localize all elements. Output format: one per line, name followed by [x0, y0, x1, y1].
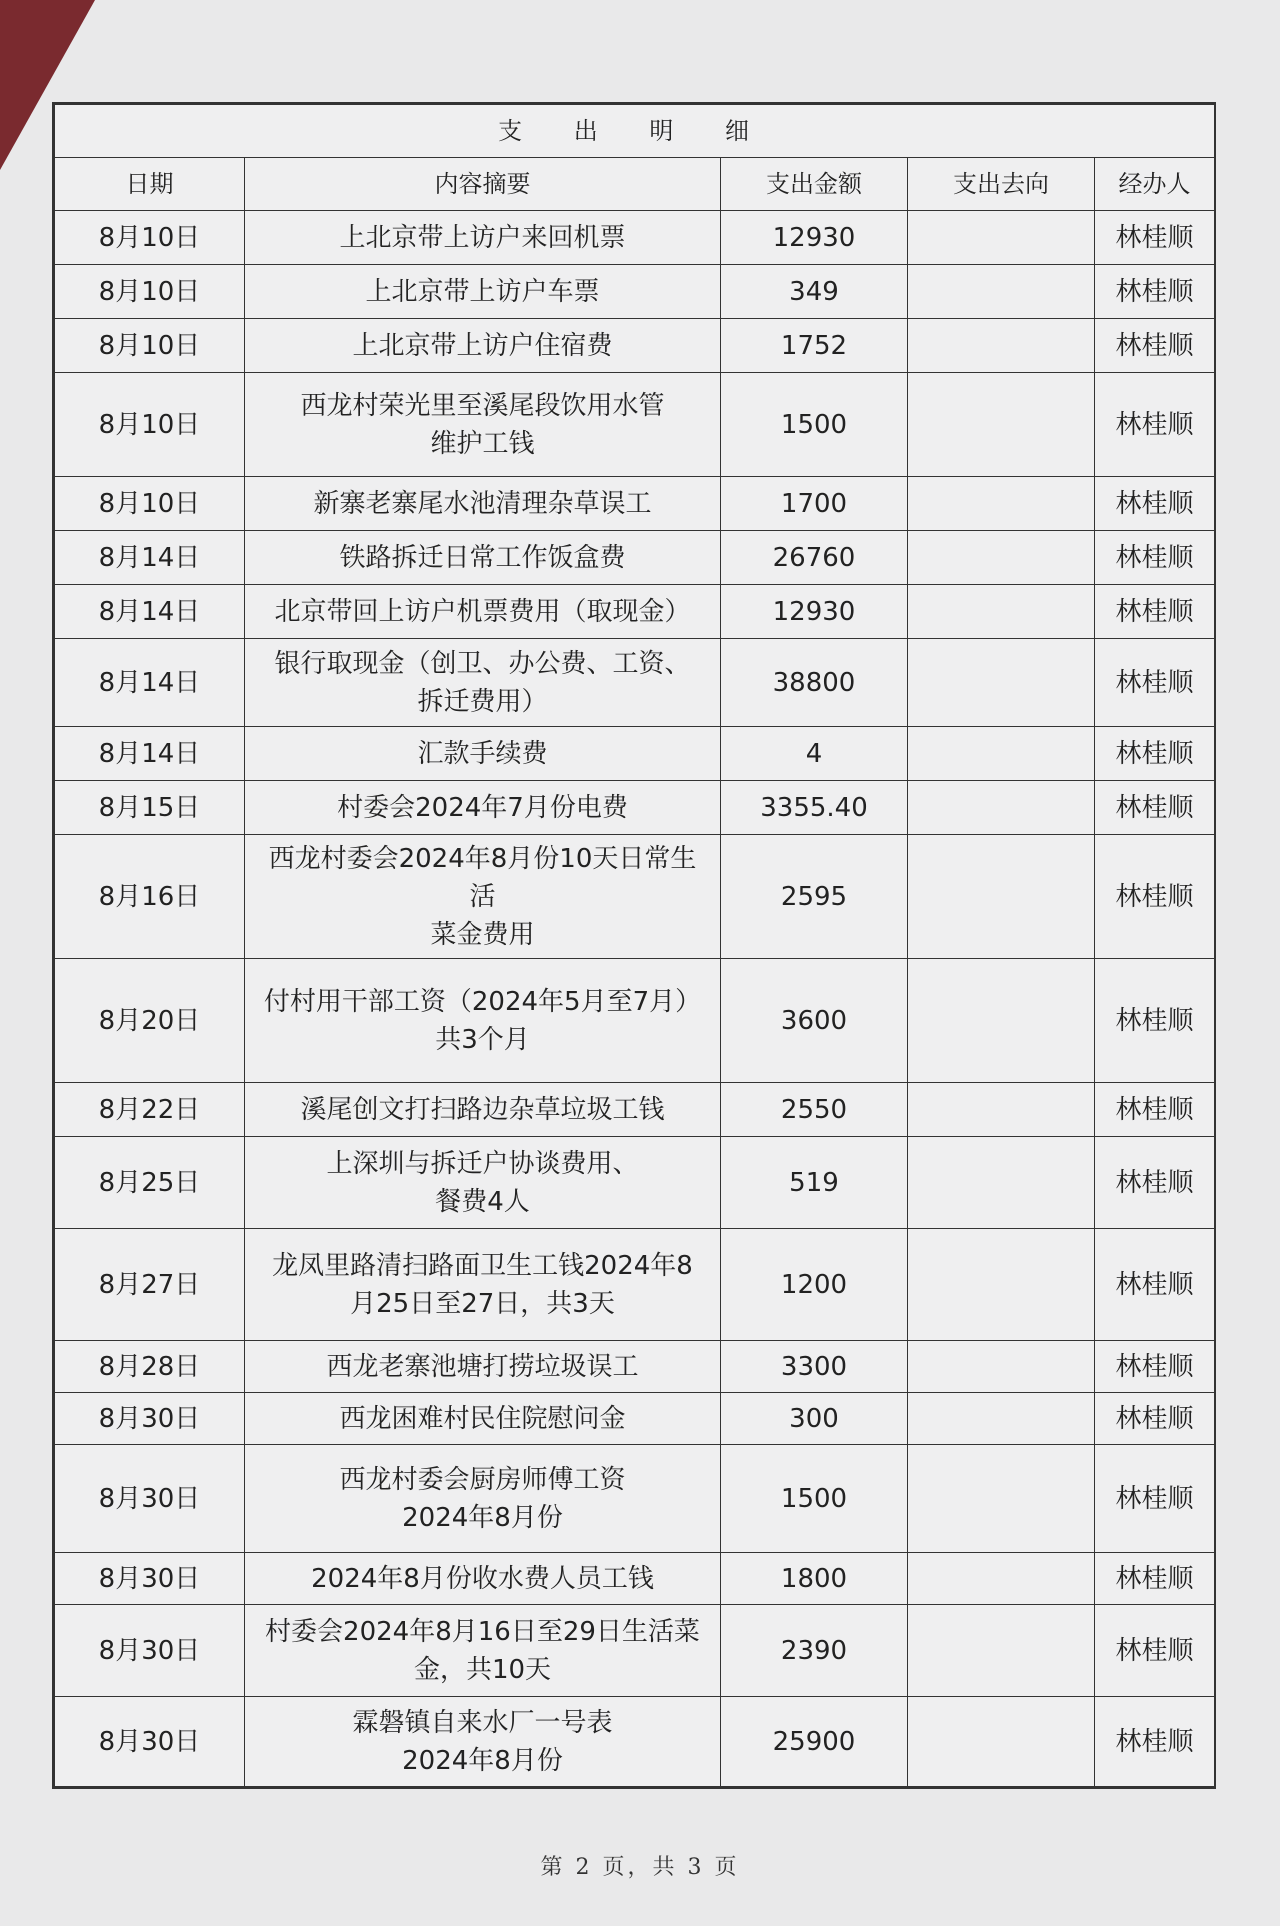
- cell-date: 8月16日: [55, 835, 245, 959]
- cell-destination: [908, 319, 1095, 373]
- cell-destination: [908, 1393, 1095, 1445]
- cell-handler: 林桂顺: [1095, 959, 1215, 1083]
- cell-date: 8月10日: [55, 373, 245, 477]
- cell-handler: 林桂顺: [1095, 585, 1215, 639]
- table-row: [55, 531, 1215, 585]
- cell-amount: 2550: [721, 1083, 908, 1137]
- cell-date: 8月14日: [55, 727, 245, 781]
- table-row: [55, 1341, 1215, 1393]
- cell-date: 8月10日: [55, 319, 245, 373]
- cell-destination: [908, 373, 1095, 477]
- header-amount: 支出金额: [721, 158, 908, 211]
- cell-amount: 300: [721, 1393, 908, 1445]
- cell-destination: [908, 477, 1095, 531]
- cell-date: 8月15日: [55, 781, 245, 835]
- cell-description: 上北京带上访户来回机票: [245, 211, 721, 265]
- cell-destination: [908, 959, 1095, 1083]
- cell-description: 北京带回上访户机票费用（取现金）: [245, 585, 721, 639]
- cell-description: 村委会2024年7月份电费: [245, 781, 721, 835]
- cell-amount: 1200: [721, 1229, 908, 1341]
- cell-amount: 519: [721, 1137, 908, 1229]
- cell-handler: 林桂顺: [1095, 265, 1215, 319]
- cell-handler: 林桂顺: [1095, 531, 1215, 585]
- table-row: [55, 1229, 1215, 1341]
- cell-description: 2024年8月份收水费人员工钱: [245, 1553, 721, 1605]
- cell-description: 西龙村委会厨房师傅工资 2024年8月份: [245, 1445, 721, 1553]
- cell-destination: [908, 265, 1095, 319]
- cell-date: 8月22日: [55, 1083, 245, 1137]
- table-row: [55, 1605, 1215, 1697]
- cell-date: 8月28日: [55, 1341, 245, 1393]
- header-date: 日期: [55, 158, 245, 211]
- cell-handler: 林桂顺: [1095, 1341, 1215, 1393]
- cell-description: 龙凤里路清扫路面卫生工钱2024年8 月25日至27日，共3天: [245, 1229, 721, 1341]
- expense-table-sheet: [52, 102, 1216, 1789]
- table-row: [55, 585, 1215, 639]
- cell-handler: 林桂顺: [1095, 373, 1215, 477]
- cell-handler: 林桂顺: [1095, 781, 1215, 835]
- cell-date: 8月14日: [55, 639, 245, 727]
- cell-date: 8月10日: [55, 211, 245, 265]
- table-row: [55, 265, 1215, 319]
- cell-amount: 26760: [721, 531, 908, 585]
- cell-destination: [908, 1229, 1095, 1341]
- cell-amount: 12930: [721, 211, 908, 265]
- cell-date: 8月25日: [55, 1137, 245, 1229]
- cell-amount: 1500: [721, 373, 908, 477]
- cell-amount: 2595: [721, 835, 908, 959]
- cell-handler: 林桂顺: [1095, 1553, 1215, 1605]
- cell-amount: 1500: [721, 1445, 908, 1553]
- header-handler: 经办人: [1095, 158, 1215, 211]
- cell-date: 8月30日: [55, 1605, 245, 1697]
- cell-date: 8月30日: [55, 1553, 245, 1605]
- cell-handler: 林桂顺: [1095, 727, 1215, 781]
- table-row: [55, 1553, 1215, 1605]
- page-number: 第 2 页，共 3 页: [540, 1855, 740, 1880]
- cell-amount: 3300: [721, 1341, 908, 1393]
- cell-handler: 林桂顺: [1095, 319, 1215, 373]
- table-row: [55, 835, 1215, 959]
- cell-amount: 2390: [721, 1605, 908, 1697]
- cell-destination: [908, 1605, 1095, 1697]
- table-title: 支 出 明 细: [55, 105, 1215, 158]
- table-row: [55, 1393, 1215, 1445]
- cell-date: 8月27日: [55, 1229, 245, 1341]
- cell-date: 8月30日: [55, 1697, 245, 1787]
- table-row: [55, 319, 1215, 373]
- cell-handler: 林桂顺: [1095, 1605, 1215, 1697]
- cell-handler: 林桂顺: [1095, 1697, 1215, 1787]
- cell-handler: 林桂顺: [1095, 1229, 1215, 1341]
- cell-destination: [908, 835, 1095, 959]
- title-row: [55, 105, 1215, 158]
- cell-destination: [908, 639, 1095, 727]
- cell-description: 汇款手续费: [245, 727, 721, 781]
- cell-description: 西龙村荣光里至溪尾段饮用水管 维护工钱: [245, 373, 721, 477]
- expense-table: [54, 104, 1215, 1787]
- cell-amount: 4: [721, 727, 908, 781]
- cell-description: 银行取现金（创卫、办公费、工资、 拆迁费用）: [245, 639, 721, 727]
- cell-amount: 25900: [721, 1697, 908, 1787]
- cell-destination: [908, 1697, 1095, 1787]
- table-row: [55, 1137, 1215, 1229]
- cell-date: 8月10日: [55, 265, 245, 319]
- cell-description: 霖磐镇自来水厂一号表 2024年8月份: [245, 1697, 721, 1787]
- header-destination: 支出去向: [908, 158, 1095, 211]
- cell-destination: [908, 781, 1095, 835]
- cell-amount: 3355.40: [721, 781, 908, 835]
- table-row: [55, 727, 1215, 781]
- cell-handler: 林桂顺: [1095, 1083, 1215, 1137]
- cell-description: 西龙村委会2024年8月份10天日常生 活 菜金费用: [245, 835, 721, 959]
- cell-description: 上深圳与拆迁户协谈费用、 餐费4人: [245, 1137, 721, 1229]
- cell-destination: [908, 211, 1095, 265]
- cell-description: 上北京带上访户车票: [245, 265, 721, 319]
- cell-date: 8月20日: [55, 959, 245, 1083]
- cell-destination: [908, 1083, 1095, 1137]
- cell-handler: 林桂顺: [1095, 477, 1215, 531]
- table-row: [55, 959, 1215, 1083]
- cell-date: 8月14日: [55, 585, 245, 639]
- cell-amount: 1800: [721, 1553, 908, 1605]
- cell-handler: 林桂顺: [1095, 835, 1215, 959]
- cell-destination: [908, 585, 1095, 639]
- cell-amount: 349: [721, 265, 908, 319]
- cell-destination: [908, 727, 1095, 781]
- cell-amount: 12930: [721, 585, 908, 639]
- header-description: 内容摘要: [245, 158, 721, 211]
- table-row: [55, 1083, 1215, 1137]
- cell-description: 村委会2024年8月16日至29日生活菜 金，共10天: [245, 1605, 721, 1697]
- cell-amount: 1700: [721, 477, 908, 531]
- table-row: [55, 1697, 1215, 1787]
- table-row: [55, 211, 1215, 265]
- cell-destination: [908, 1341, 1095, 1393]
- cell-amount: 3600: [721, 959, 908, 1083]
- table-row: [55, 639, 1215, 727]
- cell-amount: 1752: [721, 319, 908, 373]
- table-row: [55, 477, 1215, 531]
- table-row: [55, 781, 1215, 835]
- cell-handler: 林桂顺: [1095, 1445, 1215, 1553]
- cell-amount: 38800: [721, 639, 908, 727]
- cell-date: 8月10日: [55, 477, 245, 531]
- cell-description: 付村用干部工资（2024年5月至7月） 共3个月: [245, 959, 721, 1083]
- cell-description: 溪尾创文打扫路边杂草垃圾工钱: [245, 1083, 721, 1137]
- cell-description: 新寨老寨尾水池清理杂草误工: [245, 477, 721, 531]
- cell-destination: [908, 1137, 1095, 1229]
- cell-destination: [908, 1445, 1095, 1553]
- cell-date: 8月14日: [55, 531, 245, 585]
- cell-description: 铁路拆迁日常工作饭盒费: [245, 531, 721, 585]
- cell-description: 西龙老寨池塘打捞垃圾误工: [245, 1341, 721, 1393]
- table-row: [55, 1445, 1215, 1553]
- cell-handler: 林桂顺: [1095, 1393, 1215, 1445]
- cell-handler: 林桂顺: [1095, 211, 1215, 265]
- cell-handler: 林桂顺: [1095, 1137, 1215, 1229]
- header-row: [55, 158, 1215, 211]
- cell-date: 8月30日: [55, 1445, 245, 1553]
- cell-description: 西龙困难村民住院慰问金: [245, 1393, 721, 1445]
- cell-date: 8月30日: [55, 1393, 245, 1445]
- cell-description: 上北京带上访户住宿费: [245, 319, 721, 373]
- cell-destination: [908, 1553, 1095, 1605]
- table-row: [55, 373, 1215, 477]
- cell-handler: 林桂顺: [1095, 639, 1215, 727]
- cell-destination: [908, 531, 1095, 585]
